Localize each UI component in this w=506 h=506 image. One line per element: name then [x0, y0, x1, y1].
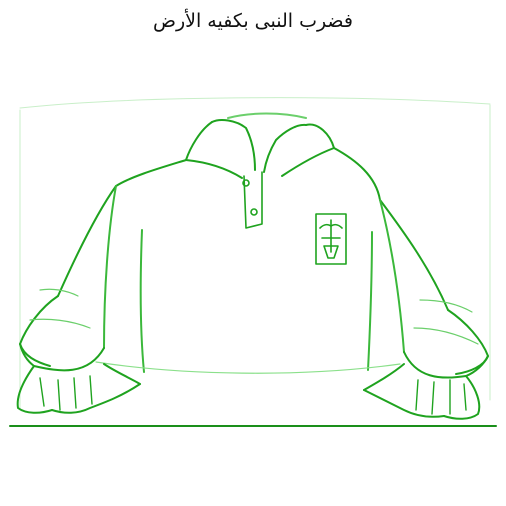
left-sleeve	[20, 186, 116, 370]
right-sleeve	[380, 200, 488, 378]
collar	[186, 114, 334, 179]
caption-text: فضرب النبى بكفيه الأرض	[153, 10, 353, 32]
eagle-emblem-icon	[316, 214, 346, 264]
shirt-placket	[243, 172, 262, 228]
left-hand	[18, 364, 140, 413]
shirt-body	[58, 148, 448, 373]
